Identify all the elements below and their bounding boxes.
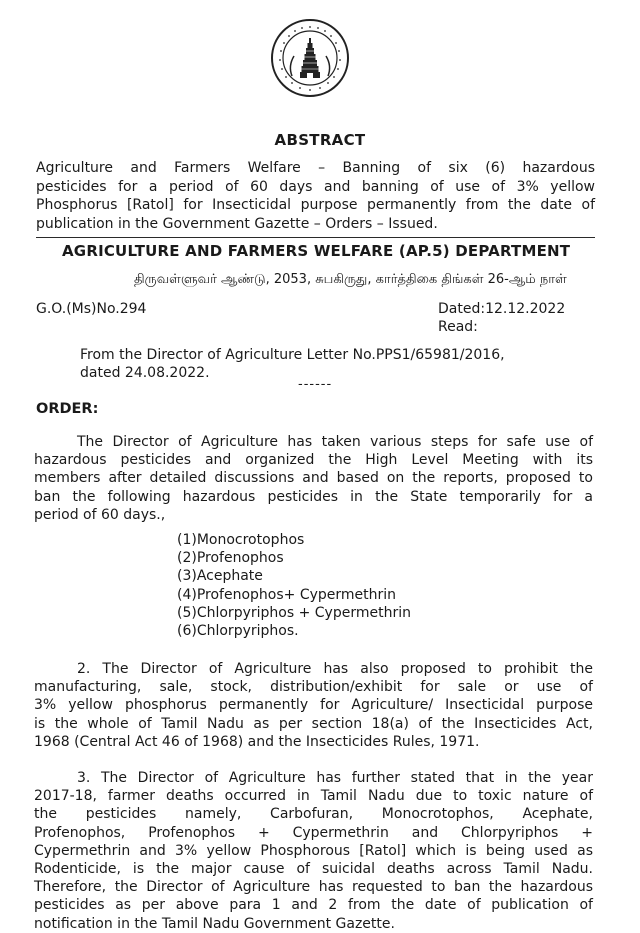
pesticide-item: (2)Profenophos — [177, 550, 284, 567]
pesticide-list — [177, 531, 411, 640]
order-paragraph-2 — [34, 660, 593, 751]
paragraph-line: 1968 (Central Act 46 of 1968) and the Insecticides Rules, 1971. — [34, 733, 480, 750]
pesticide-item: (5)Chlorpyriphos + Cypermethrin — [177, 604, 411, 621]
subject-block — [36, 159, 595, 233]
pesticide-item: (1)Monocrotophos — [177, 532, 305, 548]
paragraph-line: the pesticides namely, Carbofuran, Monocrotophos, Acephate, — [34, 806, 593, 823]
paragraph-line: pesticides as per above para 1 and 2 from the date of publication of — [34, 897, 593, 914]
pesticide-item: (3)Acephate — [177, 568, 263, 585]
read-label: Read: — [438, 319, 478, 335]
tamil-nadu-emblem-icon — [270, 18, 350, 98]
go-number: G.O.(Ms)No.294 — [36, 301, 147, 317]
paragraph-line: members after detailed discussions and based on the reports, proposed to — [34, 470, 593, 487]
paragraph-line: Therefore, the Director of Agriculture has requested to ban the hazardous — [34, 879, 593, 896]
subject-line: pesticides for a period of 60 days and banning of use of 3% yellow — [36, 178, 595, 195]
subject-line: Agriculture and Farmers Welfare – Banning of six (6) hazardous — [36, 160, 595, 176]
department-heading: AGRICULTURE AND FARMERS WELFARE (AP.5) DEPARTMENT — [62, 242, 571, 260]
paragraph-line: Cypermethrin and 3% yellow Phosphorous [Ratol] which is being used as — [34, 842, 593, 859]
reference-line: dated 24.08.2022. — [80, 365, 210, 381]
reference-block — [80, 346, 505, 382]
subject-line: publication in the Government Gazette – Orders – Issued. — [36, 215, 438, 232]
order-paragraph-1 — [34, 433, 593, 524]
pesticide-item: (4)Profenophos+ Cypermethrin — [177, 586, 397, 603]
separator: ------ — [298, 377, 333, 392]
paragraph-line: hazardous pesticides and organized the High Level Meeting with its — [34, 452, 593, 469]
order-paragraph-3 — [34, 769, 593, 933]
reference-line: From the Director of Agriculture Letter No.PPS1/65981/2016, — [80, 347, 505, 363]
order-heading: ORDER: — [36, 401, 99, 417]
subject-line: Phosphorus [Ratol] for Insecticidal purpose permanently from the date of — [36, 197, 595, 213]
tamil-calendar-date: திருவள்ளுவர் ஆண்டு, 2053, சுபகிருது, கார்த்திகை திங்கள் 26-ஆம் நாள் — [134, 272, 567, 287]
paragraph-line: 3% yellow phosphorus permanently for Agriculture/ Insecticidal purpose — [34, 697, 593, 714]
paragraph-line: period of 60 days., — [34, 506, 166, 523]
paragraph-line: manufacturing, sale, stock, distribution/exhibit for sale or use of — [34, 679, 593, 696]
paragraph-line: Profenophos, Profenophos + Cypermethrin and Chlorpyriphos + — [34, 824, 593, 841]
paragraph-line: 3. The Director of Agriculture has further stated that in the year — [77, 770, 593, 786]
paragraph-line: is the whole of Tamil Nadu as per section 18(a) of the Insecticides Act, — [34, 715, 593, 732]
abstract-title: ABSTRACT — [274, 131, 366, 149]
paragraph-line: ban the following hazardous pesticides in the State temporarily for a — [34, 488, 593, 505]
header-divider — [36, 237, 595, 238]
order-date: Dated:12.12.2022 — [438, 301, 566, 317]
pesticide-item: (6)Chlorpyriphos. — [177, 623, 299, 640]
paragraph-line: notification in the Tamil Nadu Government Gazette. — [34, 915, 395, 932]
paragraph-line: 2. The Director of Agriculture has also proposed to prohibit the — [77, 661, 593, 677]
paragraph-line: 2017-18, farmer deaths occurred in Tamil Nadu due to toxic nature of — [34, 788, 593, 805]
paragraph-line: Rodenticide, is the major cause of suicidal deaths across Tamil Nadu. — [34, 861, 593, 878]
paragraph-line: The Director of Agriculture has taken various steps for safe use of — [77, 434, 593, 450]
